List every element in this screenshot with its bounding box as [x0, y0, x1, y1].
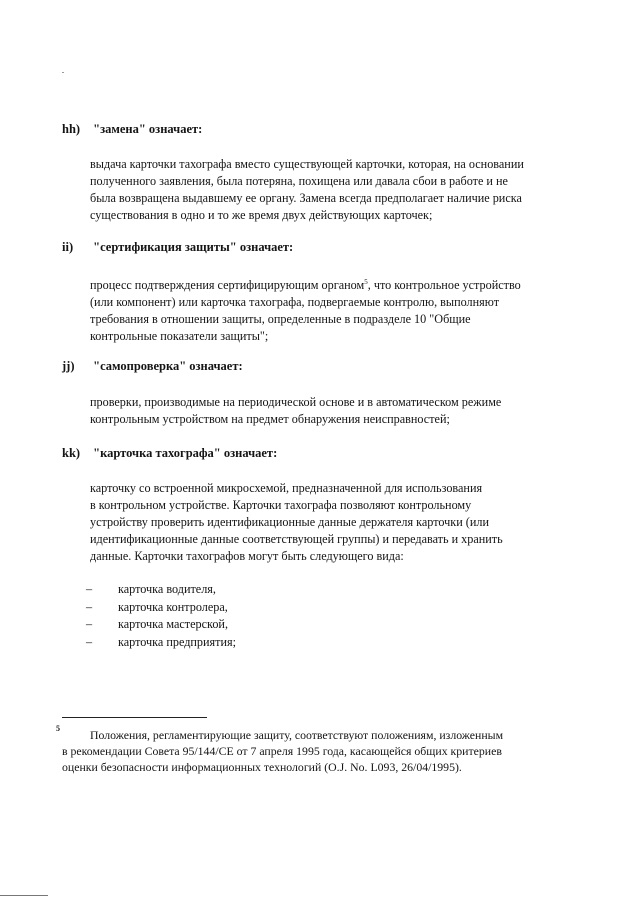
- list-item-text: карточка мастерской,: [118, 617, 228, 631]
- definition-line: проверки, производимые на периодической основе и в автоматическом режиме: [90, 395, 502, 409]
- list-item-text: карточка контролера,: [118, 599, 228, 614]
- definition-line: выдача карточки тахографа вместо существующей карточки, которая, на основании: [90, 157, 524, 171]
- definition-body-kk: [90, 480, 560, 565]
- list-item-text: карточка водителя,: [118, 582, 216, 596]
- scan-speck: [62, 72, 64, 73]
- footnote-reference: 5: [364, 278, 368, 286]
- definition-line: карточку со встроенной микросхемой, предназначенной для использования: [90, 481, 483, 495]
- term-title: "карточка тахографа" означает:: [93, 446, 278, 460]
- footnote-line: в рекомендации Совета 95/144/CE от 7 апреля 1995 года, касающейся общих критериев: [62, 744, 502, 758]
- definition-line: контрольные показатели защиты";: [90, 329, 269, 344]
- dash-marker: –: [86, 617, 93, 631]
- list-item-text: карточка предприятия;: [118, 634, 236, 649]
- footnote-line: Положения, регламентирующие защиту, соответствуют положениям, изложенным: [90, 728, 504, 742]
- term-title: "самопроверка" означает:: [93, 359, 243, 373]
- list-item: [86, 581, 236, 599]
- term-label: kk): [62, 446, 81, 460]
- definition-line: (или компонент) или карточка тахографа, подвергаемые контролю, выполняют: [90, 295, 500, 310]
- definition-line: идентификационные данные соответствующей группы) и передавать и хранить: [90, 532, 503, 546]
- definition-line-end: , что контрольное устройство: [367, 278, 521, 293]
- scan-edge-mark: [0, 895, 48, 896]
- definition-term-jj: [62, 359, 243, 374]
- footnote-separator: [62, 717, 207, 718]
- definition-line: данные. Карточки тахографов могут быть следующего вида:: [90, 549, 404, 563]
- definition-line: [90, 274, 560, 294]
- definition-body-hh: [90, 156, 560, 224]
- list-item: [86, 634, 236, 652]
- card-type-list: [86, 581, 236, 651]
- list-item: [86, 599, 236, 617]
- definition-line: была возвращена выдавшему ее органу. Замена всегда предполагает наличие риска: [90, 191, 522, 205]
- dash-marker: –: [86, 599, 93, 614]
- term-title: "сертификация защиты" означает:: [93, 240, 294, 254]
- dash-marker: –: [86, 582, 93, 596]
- definition-line: существования в одно и то же время двух действующих карточек;: [90, 208, 433, 222]
- definition-term-hh: [62, 122, 202, 137]
- definition-body-jj: [90, 394, 560, 428]
- term-label: ii): [62, 240, 74, 254]
- definition-line: полученного заявления, была потеряна, похищена или давала сбои в работе и не: [90, 174, 508, 188]
- term-title: "замена" означает:: [93, 122, 203, 136]
- list-item: [86, 616, 236, 634]
- definition-term-kk: [62, 446, 277, 461]
- definition-line: требования в отношении защиты, определенные в подразделе 10 "Общие: [90, 312, 471, 327]
- definition-body-ii: [90, 274, 560, 345]
- definition-term-ii: [62, 240, 293, 255]
- footnote-line: оценки безопасности информационных технологий (O.J. No. L093, 26/04/1995).: [62, 760, 462, 774]
- dash-marker: –: [86, 634, 93, 649]
- term-label: hh): [62, 122, 81, 136]
- term-label: jj): [62, 359, 75, 373]
- footnote-text: [62, 727, 503, 775]
- definition-line: в контрольном устройстве. Карточки тахографа позволяют контрольному: [90, 498, 472, 512]
- footnote-mark: 5: [56, 724, 60, 733]
- definition-line: контрольным устройством на предмет обнаружения неисправностей;: [90, 412, 450, 426]
- definition-line: устройству проверить идентификационные данные держателя карточки (или: [90, 515, 489, 529]
- definition-line-start: процесс подтверждения сертифицирующим органом: [90, 278, 365, 293]
